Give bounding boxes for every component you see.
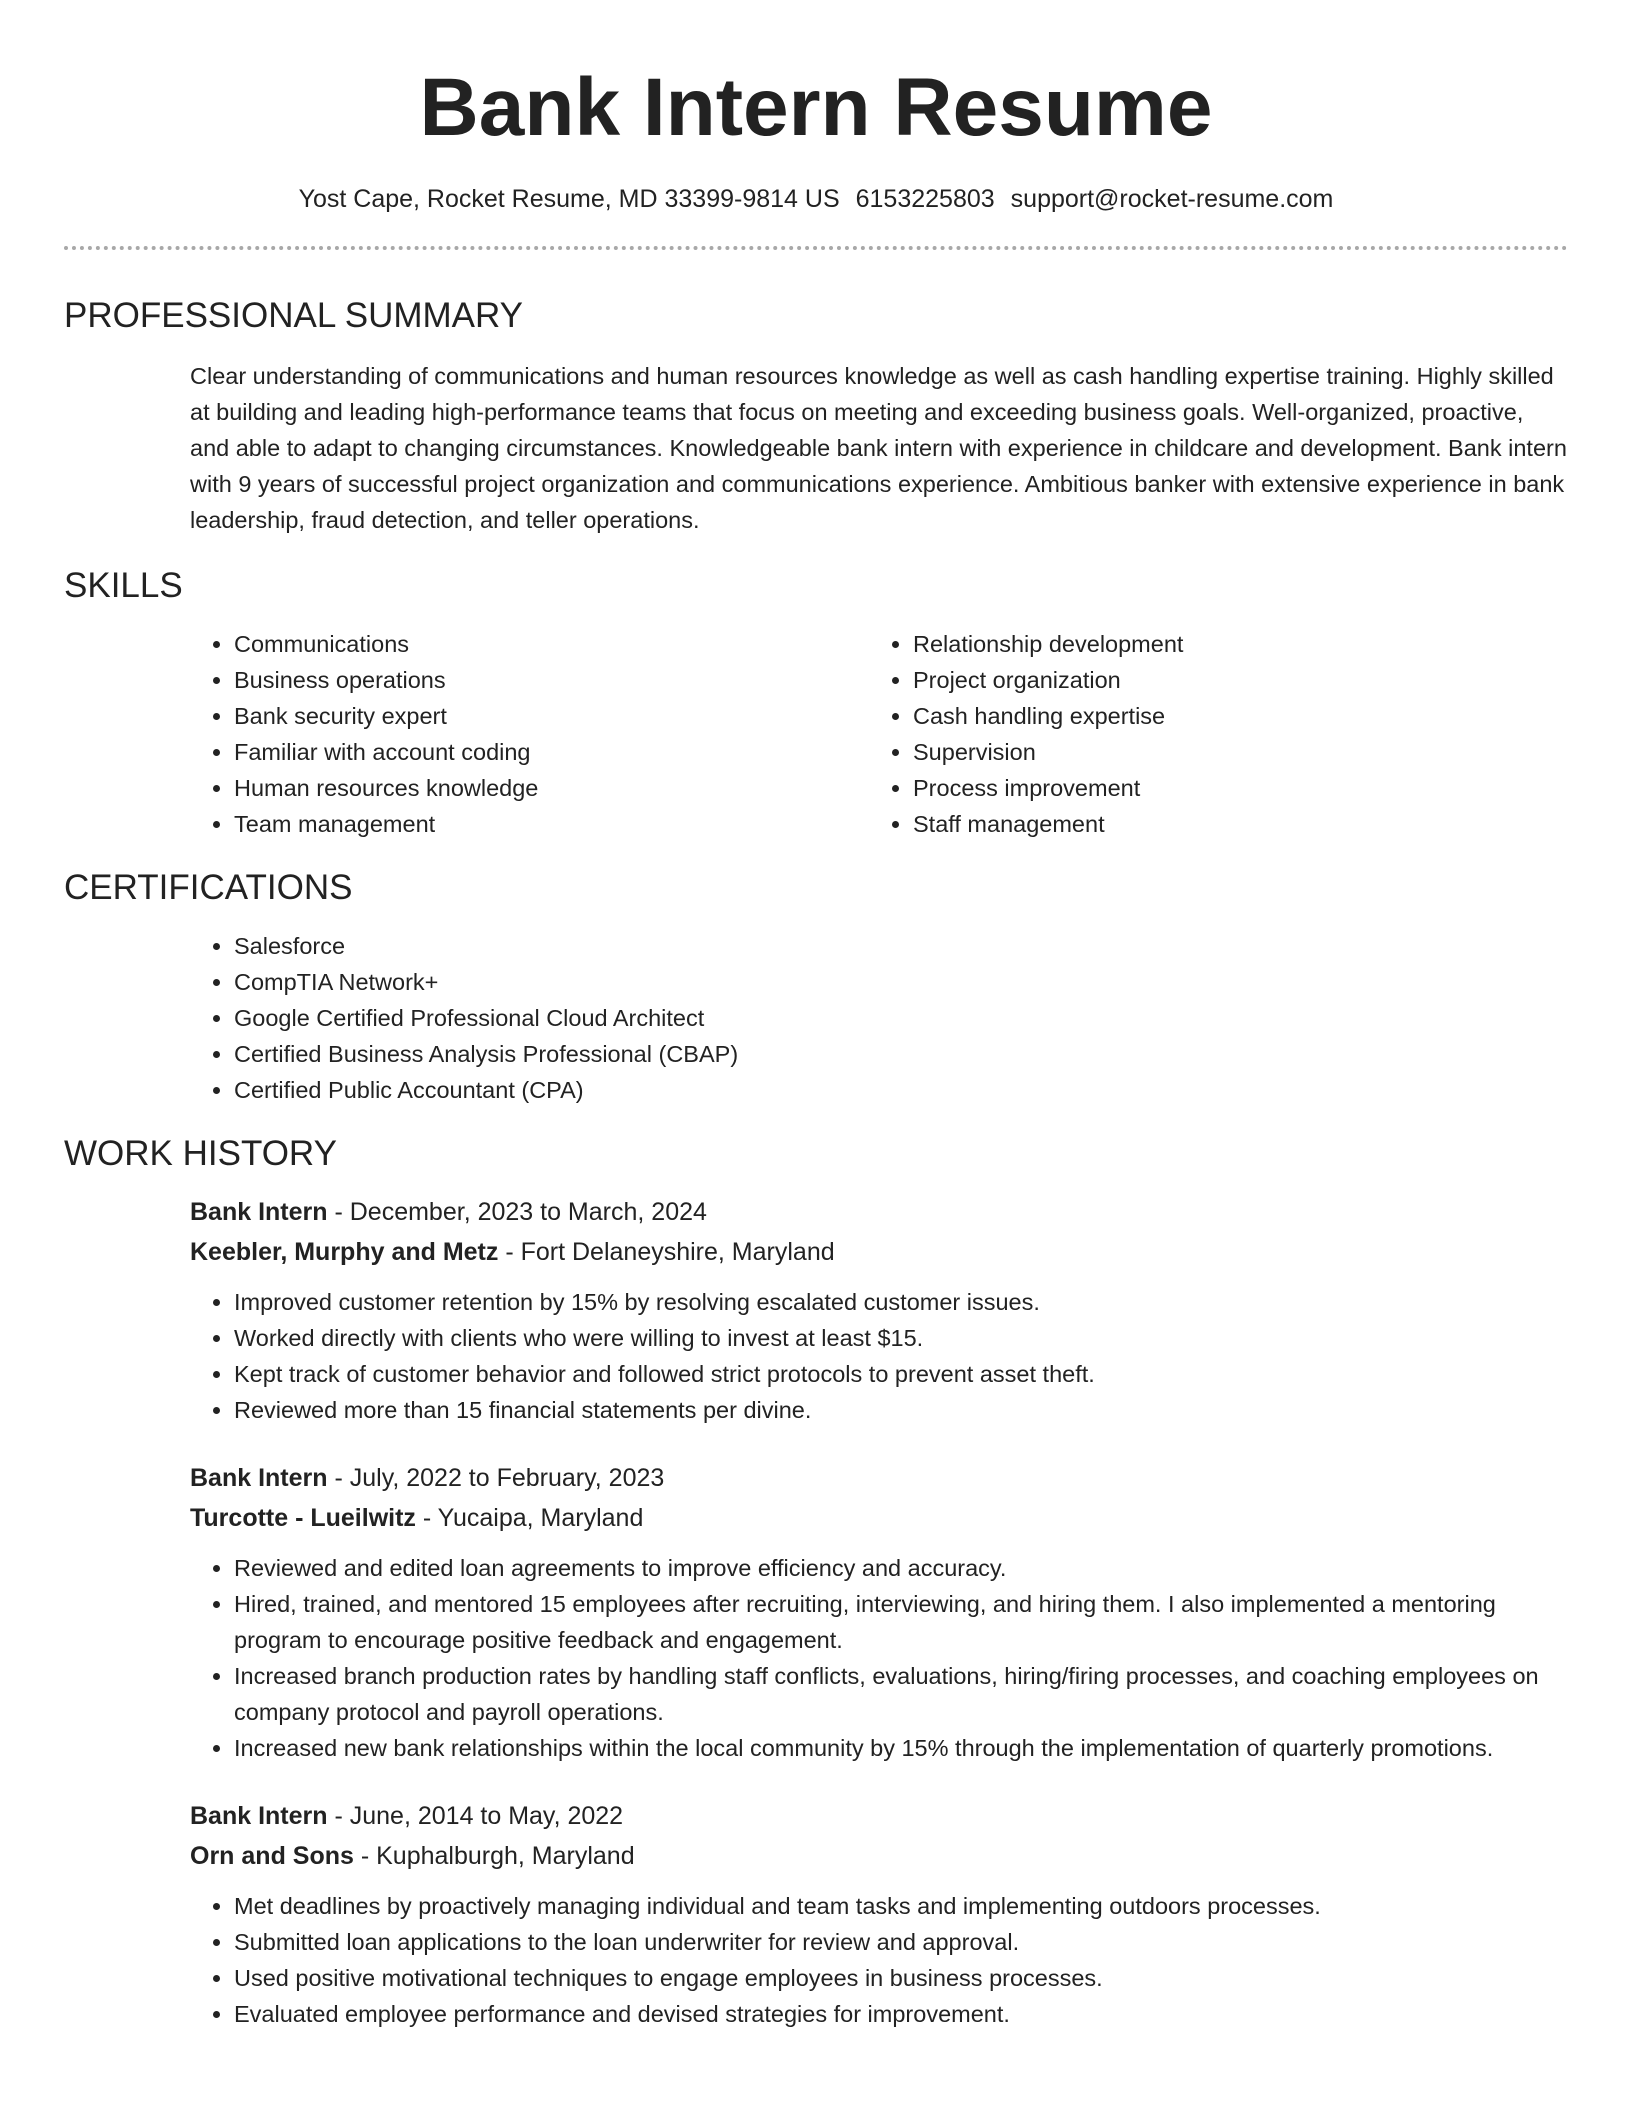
skill-item: • Supervision xyxy=(913,734,1548,770)
job-dates: - December, 2023 to March, 2024 xyxy=(327,1198,707,1226)
job-entry xyxy=(190,1796,1568,2032)
skills-grid xyxy=(190,626,1568,842)
job-title-line xyxy=(190,1458,1568,1498)
job-title: Bank Intern xyxy=(190,1802,328,1830)
skill-item: • Staff management xyxy=(913,806,1548,842)
certification-item: • Certified Public Accountant (CPA) xyxy=(234,1072,1568,1108)
job-bullet: • Increased branch production rates by handling staff conflicts, evaluations, hiring/firing processes, and coaching employees on company protocol and payroll operations. xyxy=(234,1658,1568,1730)
certifications-list xyxy=(190,928,1568,1108)
job-title-line xyxy=(190,1796,1568,1836)
job-location: - Fort Delaneyshire, Maryland xyxy=(498,1238,835,1266)
job-company-line xyxy=(190,1836,1568,1876)
job-company: Orn and Sons xyxy=(190,1842,354,1870)
job-bullet: • Improved customer retention by 15% by resolving escalated customer issues. xyxy=(234,1284,1568,1320)
job-bullet: • Submitted loan applications to the loan underwriter for review and approval. xyxy=(234,1924,1568,1960)
job-bullet: • Reviewed more than 15 financial statements per divine. xyxy=(234,1392,1568,1428)
section-title-work-history: WORK HISTORY xyxy=(64,1134,337,1173)
skill-item: • Team management xyxy=(234,806,869,842)
skill-item: • Human resources knowledge xyxy=(234,770,869,806)
job-location: - Yucaipa, Maryland xyxy=(415,1504,644,1532)
job-dates: - July, 2022 to February, 2023 xyxy=(327,1464,665,1492)
skill-item: • Business operations xyxy=(234,662,869,698)
skill-item: • Familiar with account coding xyxy=(234,734,869,770)
job-company-line xyxy=(190,1498,1568,1538)
job-location: - Kuphalburgh, Maryland xyxy=(353,1842,635,1870)
job-bullet: • Increased new bank relationships within the local community by 15% through the implementation of quarterly promotions. xyxy=(234,1730,1568,1766)
certifications-list-wrap xyxy=(190,928,1568,1108)
skills-column-right xyxy=(869,626,1548,842)
job-company: Turcotte - Lueilwitz xyxy=(190,1504,416,1532)
job-bullets xyxy=(190,1550,1568,1766)
contact-line xyxy=(64,182,1568,216)
section-title-summary: PROFESSIONAL SUMMARY xyxy=(64,296,523,335)
skills-list-left xyxy=(190,626,869,842)
skills-column-left xyxy=(190,626,869,842)
certification-item: • Certified Business Analysis Professional (CBAP) xyxy=(234,1036,1568,1072)
certification-item: • CompTIA Network+ xyxy=(234,964,1568,1000)
job-company-line xyxy=(190,1232,1568,1272)
summary-text: Clear understanding of communications and human resources knowledge as well as cash handling expertise training. Highly skilled at building and leading high-performance teams that focus on meeting and exceeding business goals. Well-organized, proactive, and able to adapt to changing circumstances. Knowledgeable bank intern with experience in childcare and development. Bank intern with 9 years of successful project organization and communications experience. Ambitious banker with extensive experience in bank leadership, fraud detection, and teller operations. xyxy=(190,363,1567,533)
skill-item: • Project organization xyxy=(913,662,1548,698)
section-title-certifications: CERTIFICATIONS xyxy=(64,868,353,907)
job-bullet: • Worked directly with clients who were willing to invest at least $15. xyxy=(234,1320,1568,1356)
skills-list-right xyxy=(869,626,1548,842)
job-company: Keebler, Murphy and Metz xyxy=(190,1238,499,1266)
header-divider xyxy=(64,246,1568,250)
job-bullets xyxy=(190,1888,1568,2032)
job-bullet: • Met deadlines by proactively managing individual and team tasks and implementing outdoors processes. xyxy=(234,1888,1568,1924)
certification-item: • Google Certified Professional Cloud Architect xyxy=(234,1000,1568,1036)
job-bullet: • Evaluated employee performance and devised strategies for improvement. xyxy=(234,1996,1568,2032)
resume-title: Bank Intern Resume xyxy=(419,62,1213,153)
job-entry xyxy=(190,1458,1568,1766)
skill-item: • Bank security expert xyxy=(234,698,869,734)
job-bullet: • Used positive motivational techniques to engage employees in business processes. xyxy=(234,1960,1568,1996)
skill-item: • Process improvement xyxy=(913,770,1548,806)
job-title: Bank Intern xyxy=(190,1198,328,1226)
job-title: Bank Intern xyxy=(190,1464,328,1492)
contact-phone: 6153225803 xyxy=(855,185,995,213)
job-bullets xyxy=(190,1284,1568,1428)
job-bullet: • Kept track of customer behavior and followed strict protocols to prevent asset theft. xyxy=(234,1356,1568,1392)
skill-item: • Communications xyxy=(234,626,869,662)
resume-page xyxy=(64,0,1568,2032)
job-title-line xyxy=(190,1192,1568,1232)
job-entry xyxy=(190,1192,1568,1428)
skill-item: • Cash handling expertise xyxy=(913,698,1548,734)
section-title-skills: SKILLS xyxy=(64,566,183,605)
contact-address: Yost Cape, Rocket Resume, MD 33399-9814 US xyxy=(298,185,840,213)
certification-item: • Salesforce xyxy=(234,928,1568,964)
contact-email: support@rocket-resume.com xyxy=(1010,185,1334,213)
job-bullet: • Hired, trained, and mentored 15 employees after recruiting, interviewing, and hiring them. I also implemented a mentoring program to encourage positive feedback and engagement. xyxy=(234,1586,1568,1658)
skill-item: • Relationship development xyxy=(913,626,1548,662)
job-bullet: • Reviewed and edited loan agreements to improve efficiency and accuracy. xyxy=(234,1550,1568,1586)
job-dates: - June, 2014 to May, 2022 xyxy=(327,1802,624,1830)
